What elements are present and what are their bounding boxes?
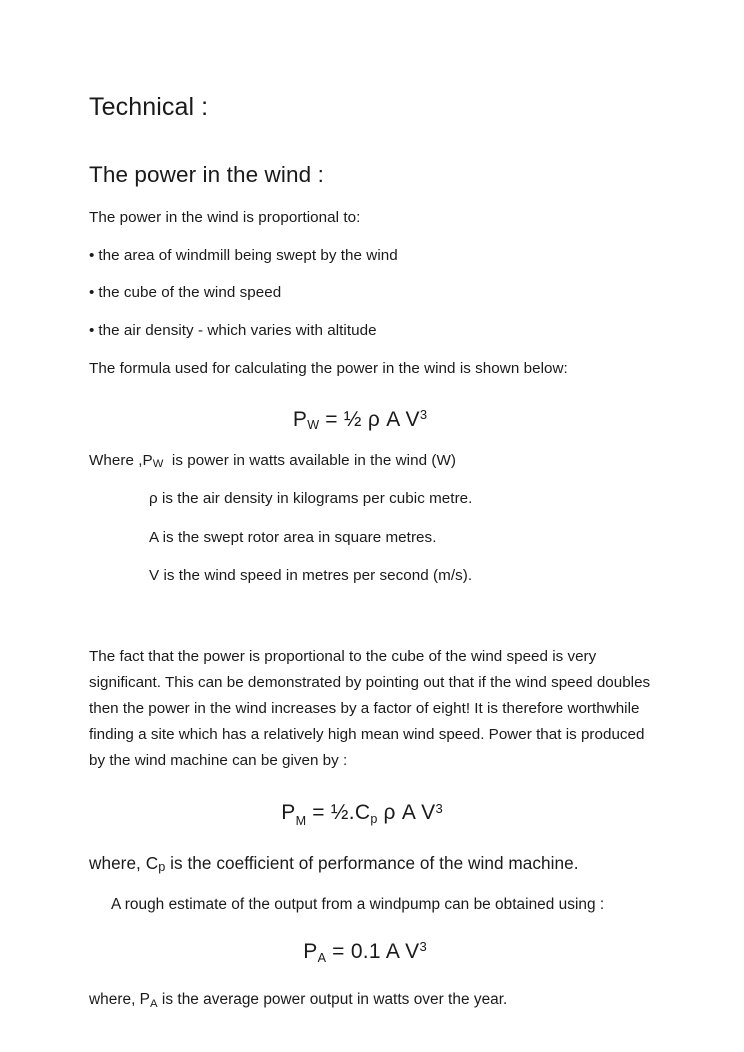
- formula-subscript: W: [307, 418, 320, 433]
- where-definition-pa: [89, 964, 651, 1010]
- rough-estimate-text: A rough estimate of the output from a windpump can be obtained using :: [111, 895, 605, 913]
- where-cp-description: is the coefficient of performance of the wind machine.: [165, 852, 579, 873]
- list-item: [89, 265, 651, 302]
- definition-density: ρ is the air density in kilograms per cubic metre.: [149, 490, 473, 508]
- closing-description: is the average power output in watts over the year.: [157, 991, 508, 1009]
- closing-label: where, P: [89, 991, 150, 1009]
- where-definition-cp: [89, 826, 651, 874]
- where-cp-label: where, C: [89, 852, 159, 873]
- formula-mid: = ½.C: [306, 801, 371, 825]
- formula-superscript: 3: [419, 939, 427, 955]
- where-description: is power in watts available in the wind (W): [163, 451, 456, 469]
- formula-body: = ½ ρ A V: [319, 407, 420, 431]
- definition-velocity: V is the wind speed in metres per second (m/s).: [149, 567, 473, 585]
- where-definition-pw: [89, 432, 651, 470]
- formula-average-power: [89, 915, 651, 964]
- formula-base: P: [292, 407, 308, 431]
- where-label: Where ,P: [89, 451, 153, 469]
- list-item-label: the air density - which varies with altitude: [98, 321, 377, 339]
- bullet-marker: •: [89, 246, 95, 264]
- closing-subscript: A: [149, 997, 158, 1010]
- formula-subscript-cp: p: [370, 812, 378, 827]
- section-heading: The power in the wind :: [89, 162, 324, 188]
- body-paragraph: The fact that the power is proportional to the cube of the wind speed is very significant. This can be demonstrated by pointing out that if the wind speed doubles then the power in the wind increases by a factor of eight! It is therefore worthwhile finding a site which has a relatively high mean wind speed. Power that is produced by the wind machine can be given by :: [89, 647, 651, 770]
- formula-body: ρ A V: [377, 801, 436, 825]
- list-item-label: the area of windmill being swept by the wind: [98, 246, 398, 264]
- formula-body: = 0.1 A V: [325, 939, 420, 963]
- bullet-marker: •: [89, 321, 95, 339]
- bullet-marker: •: [89, 284, 95, 302]
- formula-power-machine: [89, 774, 651, 828]
- definition-area: A is the swept rotor area in square metres.: [149, 528, 437, 546]
- list-item: [89, 228, 651, 265]
- page-title: Technical :: [89, 93, 209, 121]
- formula-base: P: [281, 801, 296, 825]
- list-item-label: the cube of the wind speed: [98, 284, 282, 302]
- formula-subscript: M: [295, 813, 307, 828]
- formula-subscript: A: [317, 950, 326, 965]
- formula-base: P: [303, 939, 318, 963]
- formula-superscript: 3: [435, 800, 443, 816]
- where-cp-subscript: p: [158, 859, 166, 875]
- formula-power-wind: [89, 379, 651, 432]
- formula-superscript: 3: [419, 407, 428, 423]
- formula-intro-text: The formula used for calculating the power in the wind is shown below:: [89, 360, 568, 378]
- where-subscript: W: [152, 458, 164, 471]
- list-item: [89, 303, 651, 340]
- intro-paragraph: The power in the wind is proportional to:: [89, 209, 361, 227]
- document-content: [89, 0, 651, 1010]
